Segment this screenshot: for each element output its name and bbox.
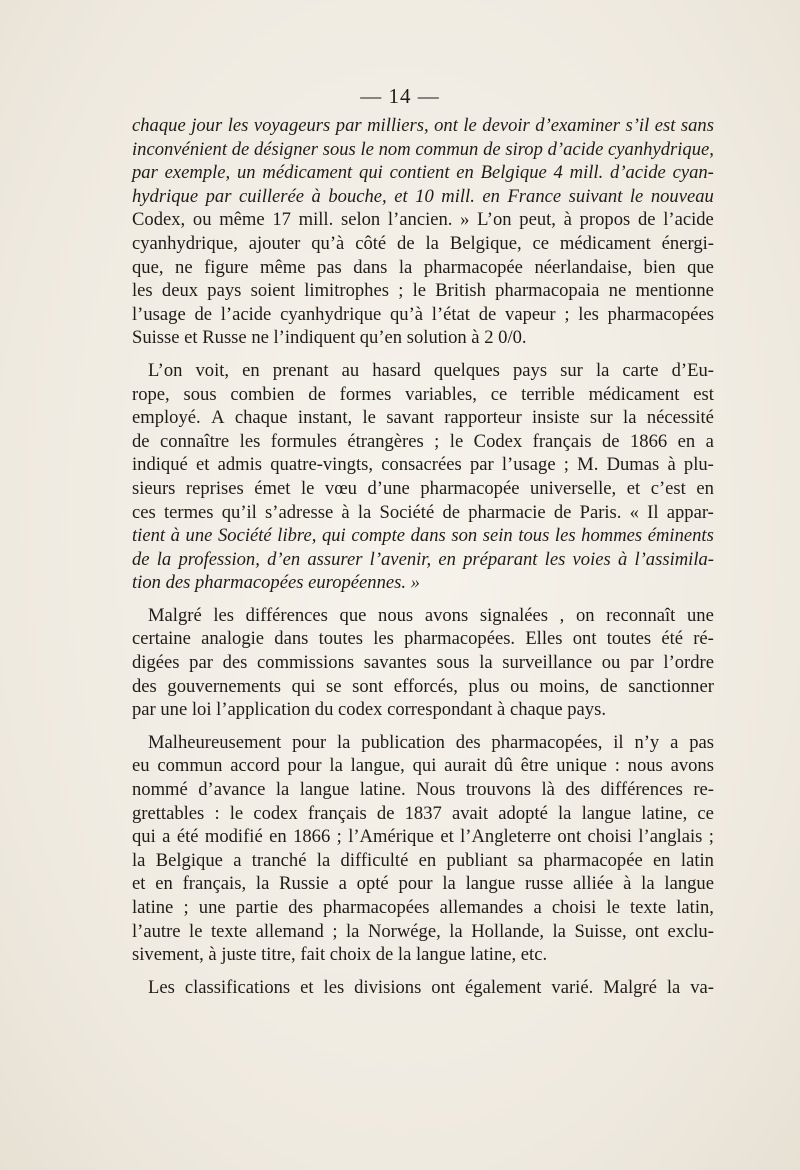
text-line: L’on voit, en prenant au hasard quelques pays sur la carte d’Eu- (148, 359, 714, 381)
text-line: cyanhydrique, ajouter qu’à côté de la Belgique, ce médicament énergi- (132, 232, 714, 254)
text-line: et en français, la Russie a opté pour la langue russe alliée à la langue (132, 873, 714, 895)
body-text (132, 114, 714, 999)
text-line: par exemple, un médicament qui contient en Belgique 4 mill. d’acide cyan- (132, 162, 714, 184)
text-line: Codex, ou même 17 mill. selon l’ancien. » L’on peut, à propos de l’acide (132, 209, 714, 231)
text-line: l’autre le texte allemand ; la Norwége, la Hollande, la Suisse, ont exclu- (132, 920, 714, 942)
text-line: la Belgique a tranché la difficulté en publiant sa pharmacopée en latin (132, 849, 714, 871)
text-line: rope, sous combien de formes variables, ce terrible médicament est (132, 383, 714, 405)
text-line: Les classifications et les divisions ont également varié. Malgré la va- (148, 976, 714, 998)
text-line: indiqué et admis quatre-vingts, consacrées par l’usage ; M. Dumas à plu- (132, 454, 714, 476)
text-line: tion des pharmacopées européennes. » (132, 572, 420, 594)
text-line: de la profession, d’en assurer l’avenir, en préparant les voies à l’assimila- (132, 548, 714, 570)
text-line: inconvénient de désigner sous le nom commun de sirop d’acide cyanhydrique, (132, 138, 714, 160)
text-line: latine ; une partie des pharmacopées allemandes a choisi le texte latin, (132, 897, 714, 918)
text-line: Suisse et Russe ne l’indiquent qu’en solution à 2 0/0. (132, 327, 527, 349)
text-line: grettables : le codex français de 1837 avait adopté la langue latine, ce (132, 802, 714, 824)
text-line: que, ne figure même pas dans la pharmacopée néerlandaise, bien que (132, 256, 714, 278)
text-line: ces termes qu’il s’adresse à la Société de pharmacie de Paris. « Il appar- (132, 501, 714, 523)
text-line: certaine analogie dans toutes les pharmacopées. Elles ont toutes été ré- (132, 628, 714, 650)
text-line: employé. A chaque instant, le savant rapporteur insiste sur la nécessité (132, 407, 714, 429)
text-line: nommé d’avance la langue latine. Nous trouvons là des différences re- (132, 779, 714, 801)
text-line: l’usage de l’acide cyanhydrique qu’à l’état de vapeur ; les pharmacopées (132, 303, 714, 325)
text-line: de connaître les formules étrangères ; le Codex français de 1866 en a (132, 430, 714, 452)
text-line: tient à une Société libre, qui compte dans son sein tous les hommes éminents (132, 525, 714, 547)
text-line: qui a été modifié en 1866 ; l’Amérique et l’Angleterre ont choisi l’anglais ; (132, 826, 714, 848)
text-line: sieurs reprises émet le vœu d’une pharmacopée universelle, et c’est en (132, 477, 714, 499)
page-number: — 14 — (360, 84, 440, 108)
text-line: sivement, à juste titre, fait choix de la langue latine, etc. (132, 944, 548, 966)
text-line: des gouvernements qui se sont efforcés, plus ou moins, de sanctionner (132, 675, 714, 697)
text-line: Malgré les différences que nous avons signalées , on reconnaît une (148, 604, 714, 626)
text-line: par une loi l’application du codex correspondant à chaque pays. (132, 699, 606, 721)
text-line: digées par des commissions savantes sous la surveillance ou par l’ordre (132, 652, 714, 674)
text-line: Malheureusement pour la publication des pharmacopées, il n’y a pas (148, 731, 714, 753)
text-line: chaque jour les voyageurs par milliers, ont le devoir d’examiner s’il est sans (132, 115, 714, 136)
text-line: les deux pays soient limitrophes ; le British pharmacopaia ne mentionne (132, 280, 714, 302)
text-line: eu commun accord pour la langue, qui aurait dû être unique : nous avons (132, 755, 714, 777)
text-line: hydrique par cuillerée à bouche, et 10 mill. en France suivant le nouveau (132, 185, 714, 207)
